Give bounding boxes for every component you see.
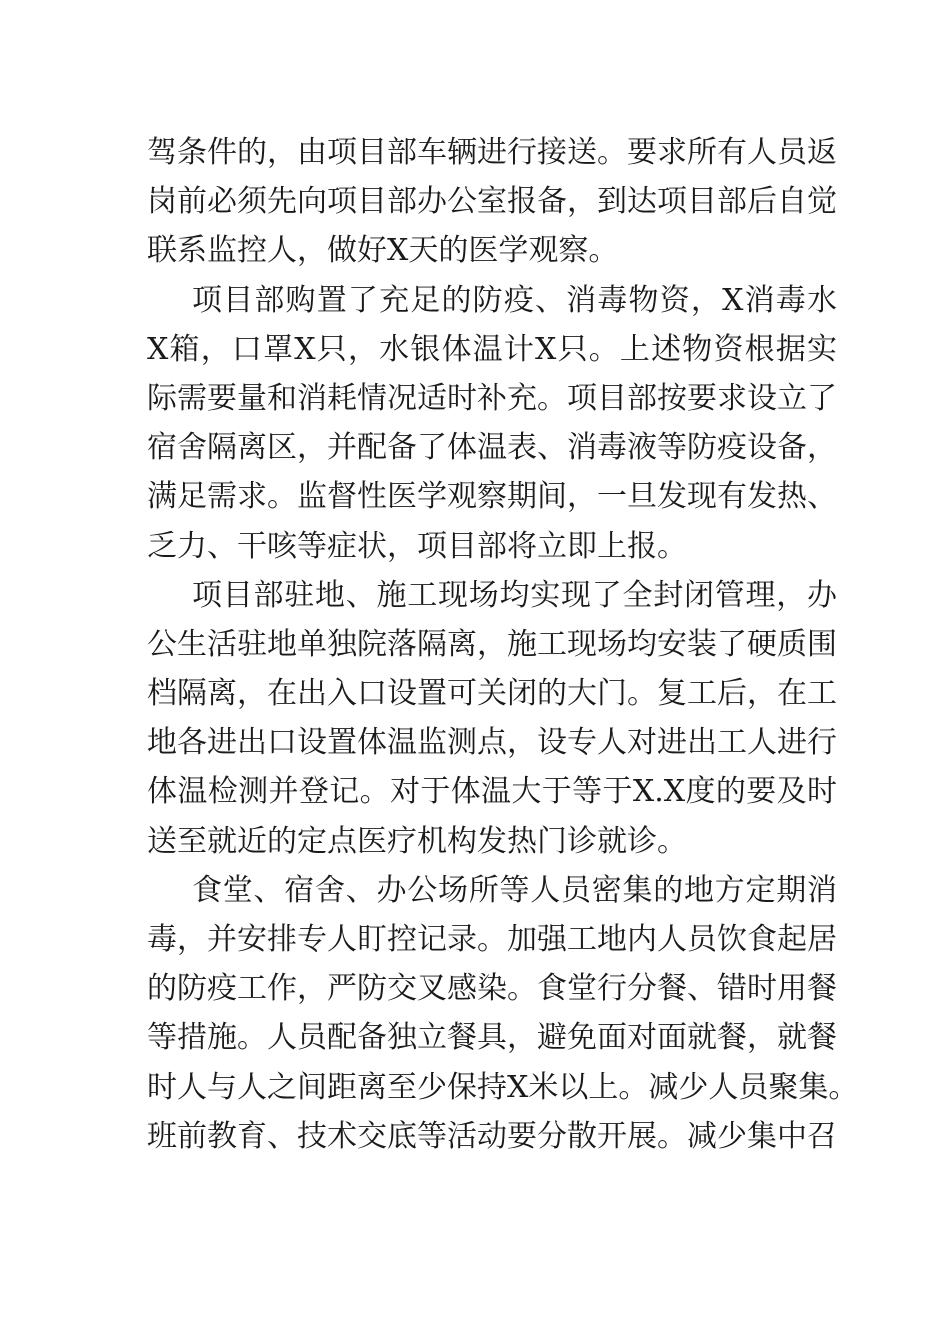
text-line: 满足需求。监督性医学观察期间，一旦发现有发热、 xyxy=(147,479,837,515)
text-line: 际需要量和消耗情况适时补充。项目部按要求设立了 xyxy=(147,380,837,416)
paragraph xyxy=(147,128,837,276)
text-line: 宿舍隔离区，并配备了体温表、消毒液等防疫设备， xyxy=(147,430,837,466)
text-line: 的防疫工作，严防交叉感染。食堂行分餐、错时用餐 xyxy=(147,971,837,1007)
document-body xyxy=(147,128,859,1161)
text-line: 档隔离，在出入口设置可关闭的大门。复工后，在工 xyxy=(147,676,837,712)
paragraph xyxy=(147,276,837,571)
text-line: 岗前必须先向项目部办公室报备，到达项目部后自觉 xyxy=(147,184,837,220)
text-line: 项目部购置了充足的防疫、消毒物资，X消毒水 xyxy=(192,282,837,318)
text-line: X箱，口罩X只，水银体温计X只。上述物资根据实 xyxy=(147,331,837,367)
text-line: 驾条件的，由项目部车辆进行接送。要求所有人员返 xyxy=(147,135,837,170)
text-line: 食堂、宿舍、办公场所等人员密集的地方定期消 xyxy=(192,872,837,908)
paragraph xyxy=(147,866,859,1161)
text-line: 公生活驻地单独院落隔离，施工现场均安装了硬质围 xyxy=(147,626,837,662)
text-line: 等措施。人员配备独立餐具，避免面对面就餐，就餐 xyxy=(147,1020,837,1056)
text-line: 乏力、干咳等症状，项目部将立即上报。 xyxy=(147,528,687,564)
text-line: 班前教育、技术交底等活动要分散开展。减少集中召 xyxy=(147,1118,837,1154)
text-line: 体温检测并登记。对于体温大于等于X.X度的要及时 xyxy=(147,774,837,810)
text-line: 联系监控人，做好X天的医学观察。 xyxy=(147,233,619,269)
text-line: 项目部驻地、施工现场均实现了全封闭管理，办 xyxy=(192,577,837,613)
text-line: 送至就近的定点医疗机构发热门诊就诊。 xyxy=(147,823,687,859)
text-line: 时人与人之间距离至少保持X米以上。减少人员聚集。 xyxy=(147,1069,859,1105)
paragraph xyxy=(147,571,837,866)
text-line: 地各进出口设置体温监测点，设专人对进出工人进行 xyxy=(147,725,837,761)
text-line: 毒，并安排专人盯控记录。加强工地内人员饮食起居 xyxy=(147,922,837,957)
